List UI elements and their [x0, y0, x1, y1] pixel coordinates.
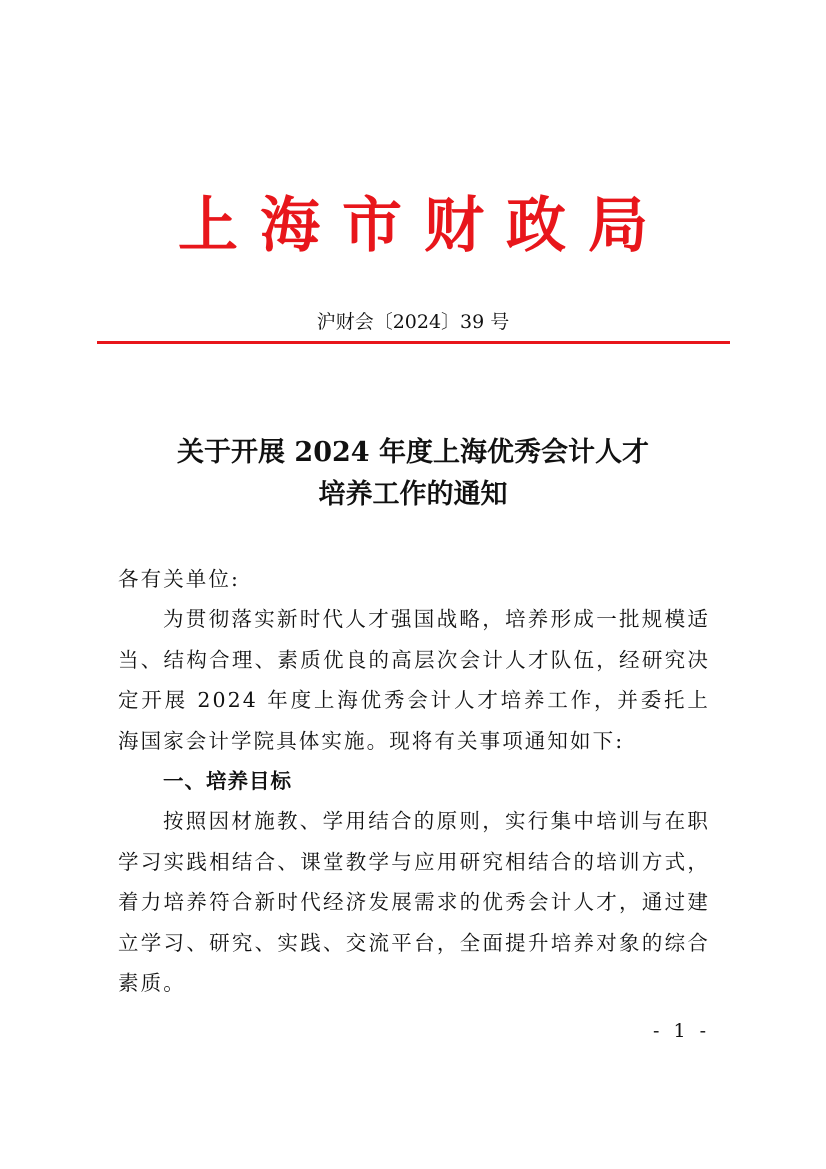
issuer-header: 上海市财政局 [178, 191, 670, 261]
document-body [118, 559, 710, 1003]
document-number: 沪财会〔2024〕39 号 [316, 311, 510, 333]
page-number: - 1 - [652, 1020, 710, 1042]
section-1-paragraph: 按照因材施教、学用结合的原则，实行集中培训与在职学习实践相结合、课堂教学与应用研究相结合的培训方式，着力培养符合新时代经济发展需求的优秀会计人才，通过建立学习、研究、实践、交流平台，全面提升培养对象的综合素质。 [118, 809, 710, 996]
intro-paragraph: 为贯彻落实新时代人才强国战略，培养形成一批规模适当、结构合理、素质优良的高层次会计人才队伍，经研究决定开展 2024 年度上海优秀会计人才培养工作，并委托上海国家会计学院具体实施。现将有关事项通知如下: [118, 607, 710, 753]
notice-title [0, 432, 826, 516]
notice-title-line-2: 培养工作的通知 [318, 479, 508, 510]
notice-title-line-1: 关于开展 2024 年度上海优秀会计人才 [177, 437, 649, 468]
salutation: 各有关单位: [118, 567, 241, 591]
section-heading-1: 一、培养目标 [163, 769, 292, 794]
red-divider [97, 341, 730, 344]
